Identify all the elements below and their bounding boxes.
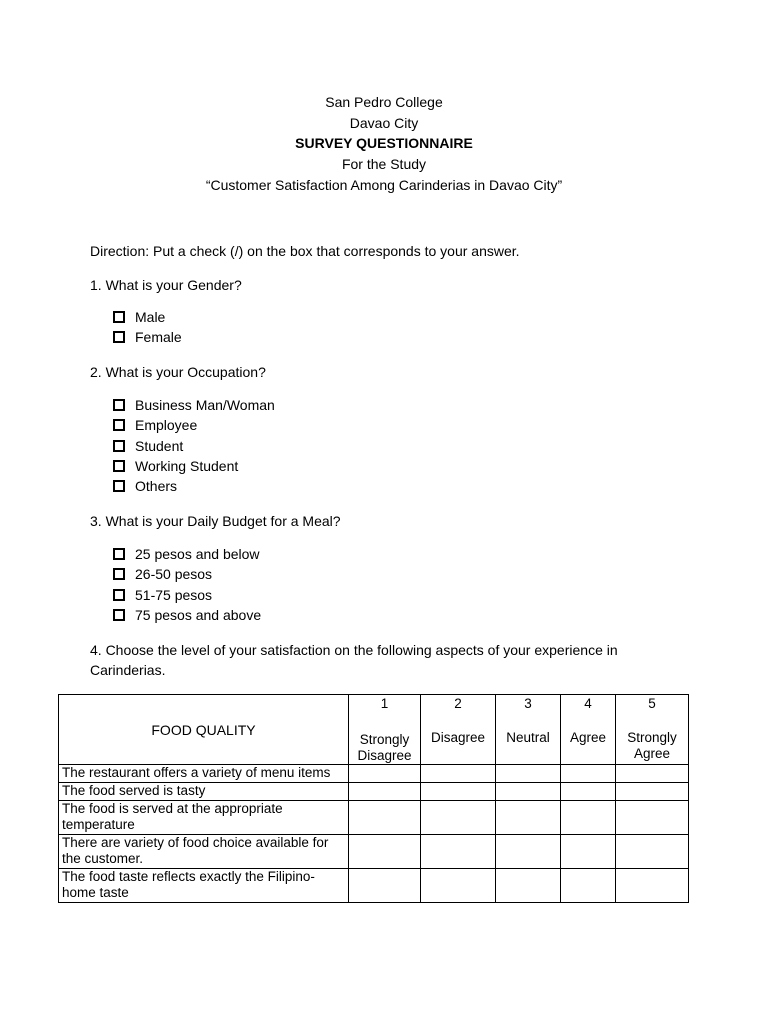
- rating-cell[interactable]: [349, 765, 421, 783]
- study-title: “Customer Satisfaction Among Carinderias in Davao City”: [205, 177, 563, 193]
- scale-header-3: [496, 695, 561, 765]
- scale-number: 4: [584, 696, 592, 711]
- rating-cell[interactable]: [496, 869, 561, 903]
- scale-header-1: [349, 695, 421, 765]
- question-occupation: 2. What is your Occupation?: [90, 364, 266, 380]
- budget-options: [113, 544, 261, 625]
- college-name: San Pedro College: [325, 94, 443, 110]
- question-satisfaction: 4. Choose the level of your satisfaction on the following aspects of your experience in Carinderias.: [90, 642, 618, 678]
- checkbox-icon[interactable]: [113, 568, 125, 580]
- rating-cell[interactable]: [421, 765, 496, 783]
- scale-number: 3: [524, 696, 532, 711]
- rating-cell[interactable]: [349, 783, 421, 801]
- option-female[interactable]: [113, 327, 182, 347]
- category-header: FOOD QUALITY: [59, 695, 349, 765]
- option-business[interactable]: [113, 395, 275, 415]
- rating-cell[interactable]: [561, 869, 616, 903]
- option-label: 26-50 pesos: [135, 566, 213, 583]
- scale-label: Agree: [569, 730, 607, 745]
- rating-cell[interactable]: [496, 783, 561, 801]
- item-text: The food is served at the appropriate temperature: [59, 801, 349, 835]
- option-label: Working Student: [135, 458, 239, 475]
- table-row: [59, 835, 689, 869]
- rating-cell[interactable]: [496, 765, 561, 783]
- checkbox-icon[interactable]: [113, 440, 125, 452]
- option-working-student[interactable]: [113, 456, 275, 476]
- option-label: Others: [135, 478, 178, 495]
- scale-label: Strongly Agree: [627, 730, 677, 761]
- checkbox-icon[interactable]: [113, 311, 125, 323]
- rating-cell[interactable]: [616, 783, 689, 801]
- table-row: [59, 783, 689, 801]
- checkbox-icon[interactable]: [113, 331, 125, 343]
- rating-cell[interactable]: [421, 835, 496, 869]
- option-student[interactable]: [113, 436, 275, 456]
- option-budget-3[interactable]: [113, 585, 261, 605]
- rating-cell[interactable]: [349, 835, 421, 869]
- checkbox-icon[interactable]: [113, 609, 125, 621]
- rating-cell[interactable]: [421, 869, 496, 903]
- item-text: There are variety of food choice available for the customer.: [59, 835, 349, 869]
- option-male[interactable]: [113, 307, 182, 327]
- checkbox-icon[interactable]: [113, 419, 125, 431]
- question-gender: 1. What is your Gender?: [90, 277, 242, 293]
- rating-cell[interactable]: [561, 783, 616, 801]
- table-row: [59, 801, 689, 835]
- checkbox-icon[interactable]: [113, 399, 125, 411]
- option-label: Female: [135, 329, 182, 346]
- item-text: The restaurant offers a variety of menu items: [59, 765, 349, 783]
- option-label: Student: [135, 437, 184, 454]
- rating-cell[interactable]: [349, 801, 421, 835]
- direction-text: Direction: Put a check (/) on the box that corresponds to your answer.: [90, 243, 520, 259]
- option-budget-2[interactable]: [113, 564, 261, 584]
- gender-options: [113, 307, 182, 348]
- table-header-row: [59, 695, 689, 765]
- rating-cell[interactable]: [421, 783, 496, 801]
- rating-cell[interactable]: [561, 801, 616, 835]
- table-row: [59, 869, 689, 903]
- scale-header-2: [421, 695, 496, 765]
- rating-cell[interactable]: [616, 765, 689, 783]
- scale-number: 2: [454, 696, 462, 711]
- rating-cell[interactable]: [561, 765, 616, 783]
- document-title: SURVEY QUESTIONNAIRE: [295, 135, 473, 151]
- rating-cell[interactable]: [421, 801, 496, 835]
- rating-cell[interactable]: [561, 835, 616, 869]
- college-city: Davao City: [349, 115, 419, 131]
- scale-label: Disagree: [430, 730, 486, 745]
- food-quality-table: [58, 694, 689, 903]
- option-others[interactable]: [113, 476, 275, 496]
- scale-header-4: [561, 695, 616, 765]
- option-label: Male: [135, 309, 166, 326]
- option-label: 51-75 pesos: [135, 586, 213, 603]
- option-budget-1[interactable]: [113, 544, 261, 564]
- rating-cell[interactable]: [496, 835, 561, 869]
- rating-cell[interactable]: [616, 835, 689, 869]
- rating-cell[interactable]: [496, 801, 561, 835]
- question-budget: 3. What is your Daily Budget for a Meal?: [90, 513, 341, 529]
- scale-label: Neutral: [506, 730, 550, 745]
- table-row: [59, 765, 689, 783]
- option-label: Employee: [135, 417, 198, 434]
- scale-label: Strongly Disagree: [357, 732, 412, 763]
- rating-cell[interactable]: [349, 869, 421, 903]
- checkbox-icon[interactable]: [113, 589, 125, 601]
- checkbox-icon[interactable]: [113, 480, 125, 492]
- scale-number: 5: [648, 696, 656, 711]
- rating-cell[interactable]: [616, 869, 689, 903]
- option-employee[interactable]: [113, 415, 275, 435]
- occupation-options: [113, 395, 275, 496]
- option-label: Business Man/Woman: [135, 397, 275, 414]
- item-text: The food taste reflects exactly the Filipino-home taste: [59, 869, 349, 903]
- item-text: The food served is tasty: [59, 783, 349, 801]
- scale-number: 1: [380, 696, 389, 711]
- option-budget-4[interactable]: [113, 605, 261, 625]
- checkbox-icon[interactable]: [113, 548, 125, 560]
- for-the-study: For the Study: [341, 156, 427, 172]
- checkbox-icon[interactable]: [113, 460, 125, 472]
- scale-header-5: [616, 695, 689, 765]
- rating-cell[interactable]: [616, 801, 689, 835]
- option-label: 75 pesos and above: [135, 607, 262, 624]
- option-label: 25 pesos and below: [135, 546, 260, 563]
